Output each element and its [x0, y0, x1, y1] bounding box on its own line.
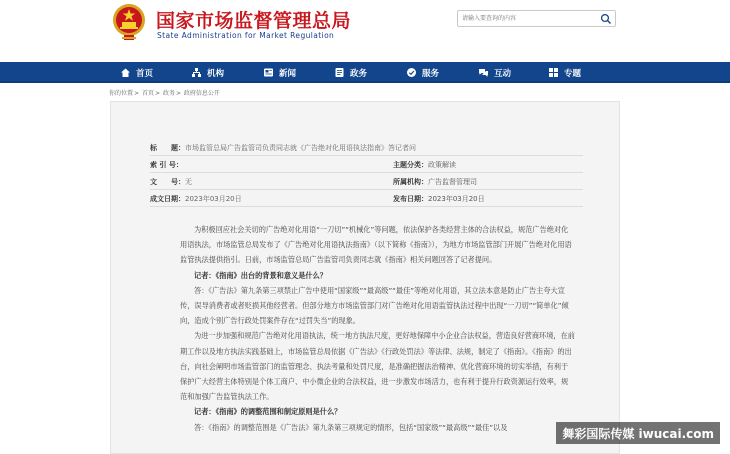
meta-org-value: 广告监督管理司 — [428, 178, 477, 186]
meta-published — [393, 194, 485, 204]
topic-icon — [548, 67, 559, 78]
service-icon — [406, 67, 417, 78]
meta-created-key: 成文日期： — [150, 195, 185, 203]
meta-topic-value: 政策解读 — [428, 161, 456, 169]
article-question: 记者：《指南》出台的背景和意义是什么？ — [194, 270, 327, 280]
article-paragraph: 为积极回应社会关切的广告绝对化用语“一刀切”“机械化”等问题，依法保护各类经营主体的合法权益，规范广告绝对化用语执法，市场监管总局发布了《广告绝对化用语执法指南》（以下简称《指南》），为地方市场监管部门开展广告绝对化用语监管执法提供指引。日前，市场监管总局广告监管司负责同志就《指南》相关问题回答了记者提问。 — [180, 225, 572, 265]
home-icon — [120, 67, 131, 78]
nav-label: 政务 — [350, 68, 368, 79]
meta-doc — [150, 177, 192, 187]
meta-created — [150, 194, 242, 204]
nav-label: 互动 — [494, 68, 512, 79]
nav-label: 新闻 — [279, 68, 297, 79]
affairs-icon — [334, 67, 345, 78]
article-question: 记者：《指南》的调整范围和制定原则是什么？ — [194, 407, 342, 417]
breadcrumb-affairs[interactable]: 政务 — [162, 90, 175, 97]
nav-label: 首页 — [136, 68, 154, 79]
national-emblem-icon[interactable] — [112, 3, 146, 41]
article-body — [180, 222, 575, 435]
nav-item-news[interactable] — [263, 62, 296, 83]
site-header — [0, 0, 730, 62]
meta-doc-key: 文 号： — [150, 178, 185, 186]
breadcrumb-home[interactable]: 首页 — [141, 90, 154, 97]
meta-title-key: 标 题： — [150, 144, 185, 152]
nav-label: 机构 — [207, 68, 225, 79]
nav-label: 专题 — [564, 68, 582, 79]
meta-divider — [150, 206, 583, 207]
meta-doc-value: 无 — [185, 178, 192, 186]
meta-published-value: 2023年03月20日 — [428, 195, 485, 203]
meta-org — [393, 177, 477, 187]
nav-item-interaction[interactable] — [478, 62, 511, 83]
watermark: 舞彩国际传媒 iwucai.com — [556, 422, 720, 444]
nav-item-org[interactable] — [191, 62, 224, 83]
meta-index — [150, 160, 183, 170]
search-input[interactable] — [462, 12, 592, 25]
nav-label: 服务 — [422, 68, 440, 79]
meta-index-key: 索 引 号： — [150, 161, 183, 169]
news-icon — [263, 67, 274, 78]
search-icon[interactable] — [600, 13, 612, 25]
meta-org-key: 所属机构： — [393, 178, 428, 186]
interaction-icon — [478, 67, 489, 78]
article-paragraph: 答：《广告法》第九条第三项禁止广告中使用“国家级”“最高级”“最佳”等绝对化用语，其立法本意是防止广告主夸大宣传，误导消费者或者贬损其他经营者。但部分地方市场监管部门对广告绝对化用语监管执法过程中出现“一刀切”“简单化”倾向，造成个别广告行政处罚案件存在“过罚失当”的现象。 — [180, 285, 569, 326]
meta-topic-key: 主题分类： — [393, 161, 428, 169]
main-nav — [0, 62, 730, 83]
meta-divider — [150, 189, 583, 190]
org-icon — [191, 67, 202, 78]
article-paragraph: 为进一步加强和规范广告绝对化用语执法，统一地方执法尺度，更好地保障中小企业合法权益，营造良好营商环境，在前期工作以及地方执法实践基础上，市场监管总局依据《广告法》《行政处罚法》等法律、法规，制定了《指南》。《指南》的出台，向社会阐明市场监管部门的监管理念、执法考量和处罚尺度，是准确把握法治精神、优化营商环境的切实举措，有利于保护广大经营主体特别是个体工商户、中小微企业的合法权益，进一步激发市场活力，也有利于提升行政资源运行效率，规范和加强广告监管执法工作。 — [180, 331, 575, 402]
breadcrumb: 你的位置> 首页> 政务> 政府信息公开 — [109, 90, 220, 97]
breadcrumb-prefix: 你的位置 — [109, 90, 134, 97]
meta-divider — [150, 172, 583, 173]
nav-item-home[interactable] — [120, 62, 153, 83]
nav-item-affairs[interactable] — [334, 62, 367, 83]
nav-item-service[interactable] — [406, 62, 439, 83]
article-paragraph: 答：《指南》的调整范围是《广告法》第九条第三项规定的情形，包括“国家级”“最高级”“最佳”以及 — [194, 422, 508, 432]
meta-title-value: 市场监管总局广告监管司负责同志就《广告绝对化用语执法指南》答记者问 — [185, 144, 416, 152]
search-box — [457, 10, 616, 27]
breadcrumb-info-disclosure[interactable]: 政府信息公开 — [183, 90, 220, 97]
meta-title — [150, 143, 416, 153]
meta-created-value: 2023年03月20日 — [185, 195, 242, 203]
meta-topic — [393, 160, 456, 170]
meta-divider — [150, 155, 583, 156]
nav-item-topic[interactable] — [548, 62, 581, 83]
meta-published-key: 发布日期： — [393, 195, 428, 203]
site-title[interactable]: 国家市场监督管理总局 — [156, 10, 352, 32]
site-subtitle: State Administration for Market Regulation — [157, 31, 335, 40]
